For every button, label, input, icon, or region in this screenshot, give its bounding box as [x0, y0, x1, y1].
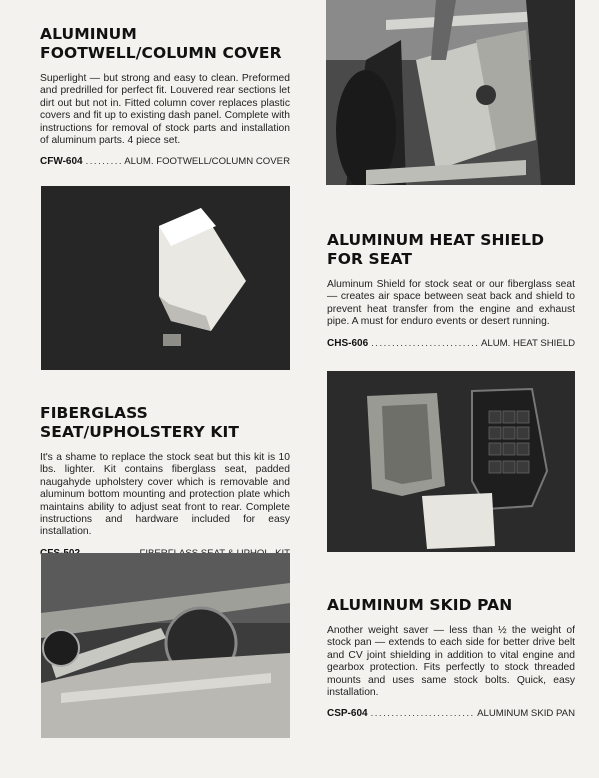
section-title: ALUMINUM HEAT SHIELD FOR SEAT [327, 231, 545, 268]
section-seat-kit [40, 404, 290, 559]
part-line [327, 338, 575, 349]
section-title: ALUMINUM FOOTWELL/COLUMN COVER [40, 25, 282, 62]
part-number: CHS-606 [327, 337, 369, 349]
part-description: ALUMINUM SKID PAN [477, 708, 575, 720]
section-title: FIBERGLASS SEAT/UPHOLSTERY KIT [40, 404, 240, 441]
part-line [40, 156, 290, 167]
leader-dots [371, 708, 475, 719]
section-skid-pan [327, 596, 575, 719]
section-description: Superlight — but strong and easy to clean. Preformed and predrilled for perfect fit. Louvered rear sections let dirt out but not in. Fitted column cover replaces plastic covers and fit up to existing dash panel. Complete with instructions for removal of stock parts and installation of aluminum parts. 4 piece set. [40, 73, 290, 147]
section-heat-shield [327, 231, 575, 349]
leader-dots [86, 156, 122, 167]
part-line [327, 708, 575, 719]
footwell-cover-photo [326, 0, 575, 185]
section-description: Aluminum Shield for stock seat or our fiberglass seat — creates air space between seat back and shield to prevent heat transfer from the engine and exhaust pipe. A must for enduro events or desert running. [327, 279, 575, 328]
section-footwell-cover [40, 25, 290, 167]
part-number: CSP-604 [327, 708, 368, 720]
skid-pan-photo [41, 553, 290, 738]
section-description: It's a shame to replace the stock seat but this kit is 10 lbs. lighter. Kit contains fiberglass seat, padded naugahyde upholstery cover which is removable and aluminum bottom mounting and protection plate which maintains ability to adjust seat front to rear. Complete instructions and hardware included for easy installation. [40, 452, 290, 538]
section-title: ALUMINUM SKID PAN [327, 596, 513, 614]
section-description: Another weight saver — less than ½ the weight of stock pan — extends to each side for better drive belt and CV joint shielding in addition to vital engine and gearbox protection. Fits perfectly to stock threaded mounts and uses same stock bolts. Quick, easy installation. [327, 625, 575, 699]
seat-kit-photo [327, 371, 575, 552]
part-number: CFW-604 [40, 156, 83, 168]
part-description: ALUM. FOOTWELL/COLUMN COVER [124, 156, 290, 168]
part-description: ALUM. HEAT SHIELD [480, 337, 575, 349]
leader-dots [371, 338, 478, 349]
heat-shield-photo [41, 186, 290, 370]
